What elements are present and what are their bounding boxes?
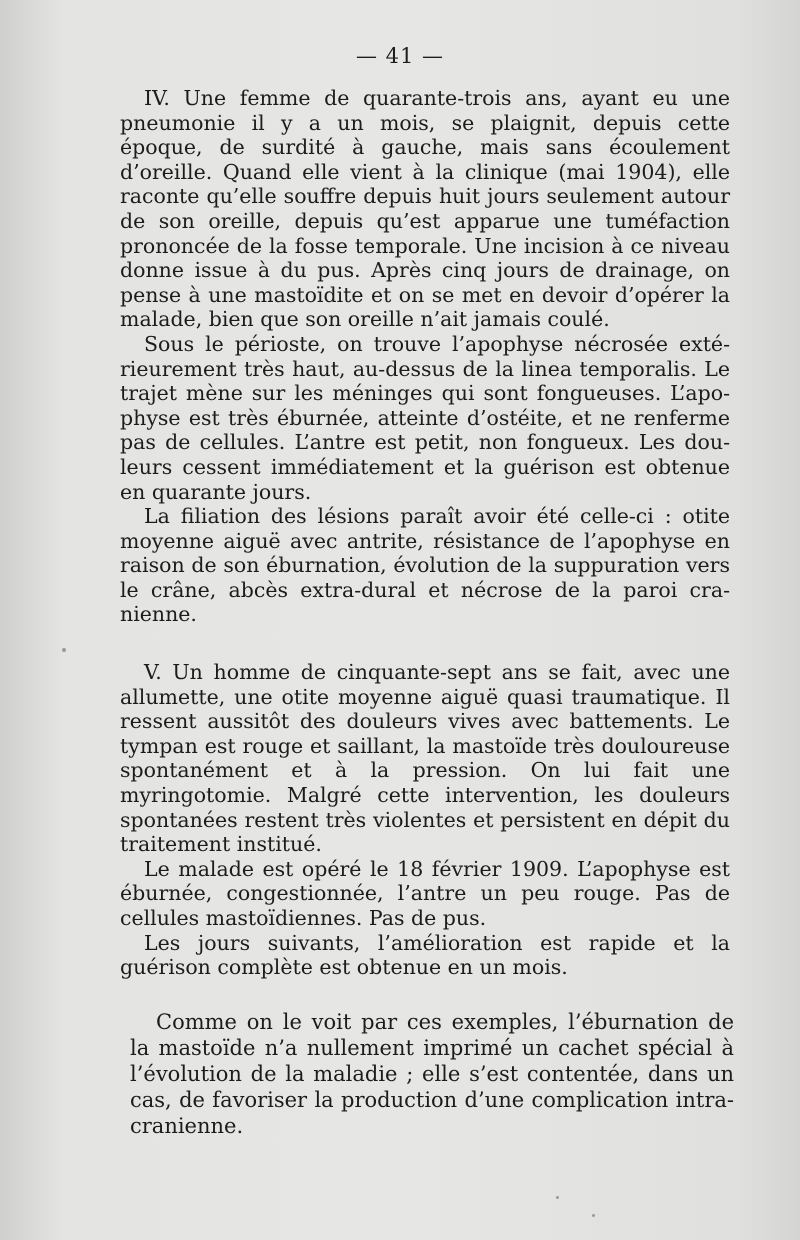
case-iv-paragraph-2: Sous le périoste, on trouve l’apophyse nécrosée extérieurement très haut, au-dessus de la linea temporalis. Le trajet mène sur les méninges qui sont fongueuses. L’apophyse est très éburnée, atteinte d’ostéite, et ne renferme pas de cellules. L’antre est petit, non fongueux. Les douleurs cessent immédiatement et la guérison est obtenue en quarante jours.	[120, 331, 730, 504]
paper-speck	[62, 648, 66, 652]
paper-speck	[592, 1214, 595, 1217]
case-v-section	[120, 660, 730, 980]
paper-speck	[556, 1196, 559, 1199]
case-v-paragraph-3: Les jours suivants, l’amélioration est rapide et la guérison complète est obtenue en un mois.	[120, 930, 730, 980]
case-iv-paragraph-1: IV. Une femme de quarante-trois ans, ayant eu une pneumonie il y a un mois, se plaignit, depuis cette époque, de surdité à gauche, mais sans écoulement d’oreille. Quand elle vient à la clinique (mai 1904), elle raconte qu’elle souffre depuis huit jours seulement autour de son oreille, depuis qu’est apparue une tuméfaction prononcée de la fosse temporale. Une incision à ce niveau donne issue à du pus. Après cinq jours de drainage, on pense à une mastoïdite et on se met en devoir d’opérer la malade, bien que son oreille n’ait jamais coulé.	[120, 86, 730, 332]
case-v-paragraph-2: Le malade est opéré le 18 février 1909. L’apophyse est éburnée, congestionnée, l’antre un peu rouge. Pas de cellules mastoïdiennes. Pas de pus.	[120, 856, 730, 930]
page-number: — 41 —	[355, 44, 445, 68]
conclusion-paragraph: Comme on le voit par ces exemples, l’éburnation de la mastoïde n’a nullement imprimé un cachet spécial à l’évolution de la maladie ; elle s’est contentée, dans un cas, de favoriser la production d’une complication intra-cranienne.	[130, 1010, 734, 1138]
conclusion-section	[130, 1009, 734, 1139]
case-iv-section	[120, 86, 730, 627]
case-iv-paragraph-3: La filiation des lésions paraît avoir été celle-ci : otite moyenne aiguë avec antrite, résistance de l’apophyse en raison de son éburnation, évolution de la suppuration vers le crâne, abcès extra-dural et nécrose de la paroi cranienne.	[120, 504, 730, 627]
case-v-paragraph-1: V. Un homme de cinquante-sept ans se fait, avec une allumette, une otite moyenne aiguë quasi traumatique. Il ressent aussitôt des douleurs vives avec battements. Le tympan est rouge et saillant, la mastoïde très douloureuse spontanément et à la pression. On lui fait une myringotomie. Malgré cette intervention, les douleurs spontanées restent très violentes et persistent en dépit du traitement institué.	[120, 660, 730, 857]
